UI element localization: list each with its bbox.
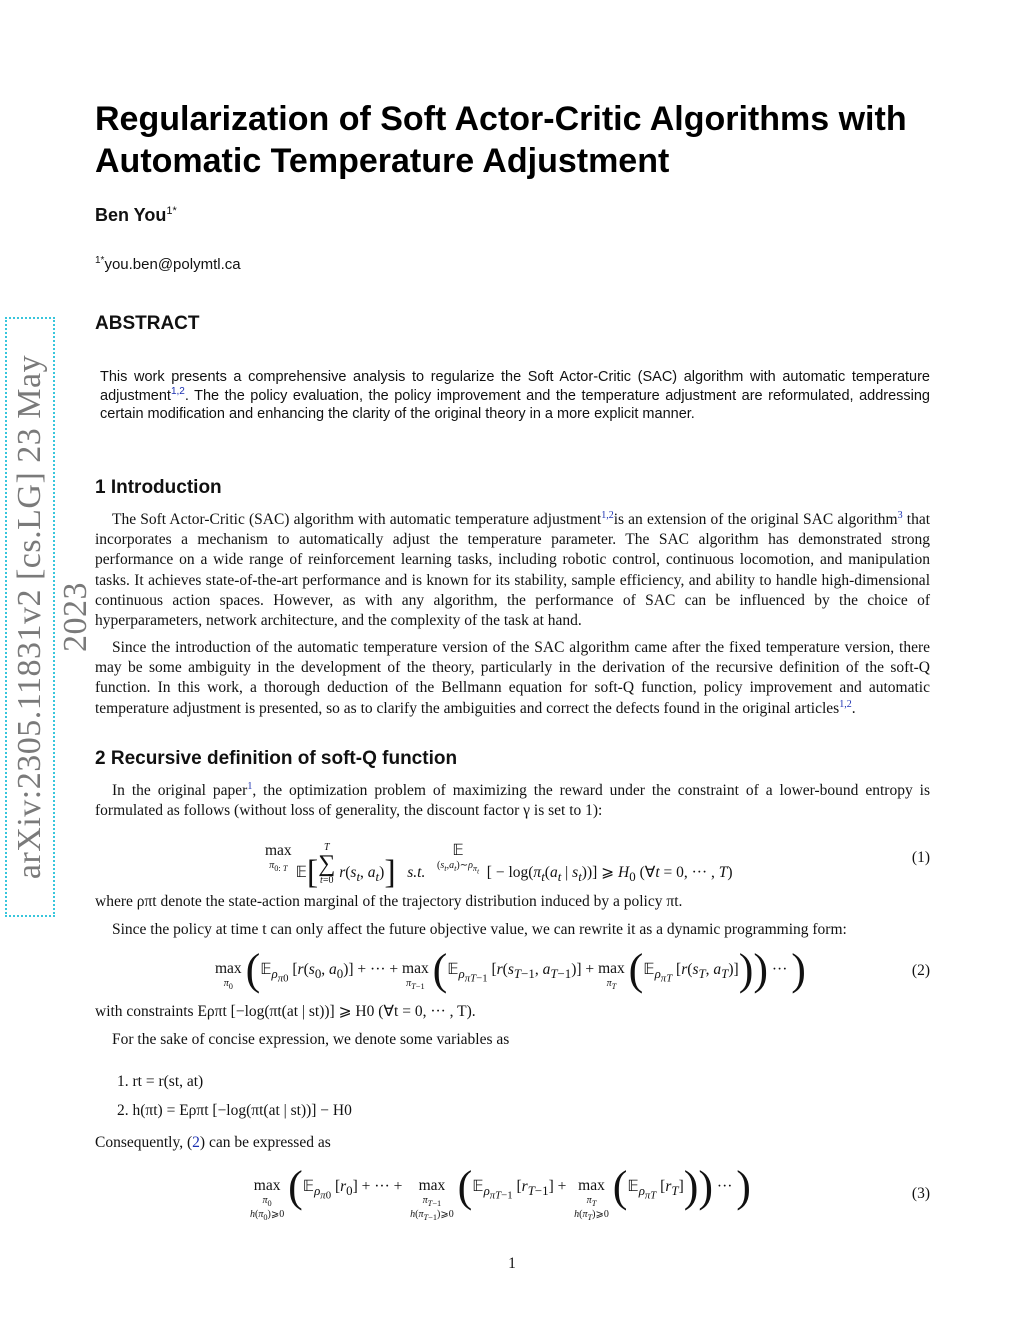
intro-p1-a: The Soft Actor-Critic (SAC) algorithm with automatic temperature adjustment	[112, 511, 602, 528]
section-heading-soft-q: 2 Recursive definition of soft-Q function	[95, 748, 458, 769]
equation-3	[95, 1162, 930, 1230]
definition-list	[117, 1067, 352, 1125]
intro-p1-b: is an extension of the original SAC algorithm	[613, 511, 898, 528]
abstract-heading: ABSTRACT	[95, 313, 200, 334]
list-item: 1. rt = r(st, at)	[117, 1073, 204, 1090]
equation-1-body: max $\pi_{0: T}$ 𝔼[ T ∑ t=0 $r(s_t$, $a_t$)] s.t. 𝔼 $(s_t,a_t)\sim\rho_{\pi_t}$ [ − $\log(\pi_t(a_t$ | $s_t$))] ⩾ $H_0$ (∀t = 0, ··· , T)	[265, 842, 733, 891]
paper-title: Regularization of Soft Actor-Critic Algorithms with Automatic Temperature Adjustment	[95, 100, 907, 180]
equation-3-body: max $\pi_0$ $h(\pi_0)⩾0$ (𝔼$_{\rho_{\pi 0}}$ $[r_0]$ + ··· + max $\pi_{T-1}$ $h(\pi_{T-1})⩾0$ (𝔼$_{\rho_{\pi T-1}}$ $[r_{T-1}]$ + max $\pi_T$ $h(\pi_T)⩾0$ (𝔼$_{\rho_{\pi T}}$ $[r_T]$)) ··· )	[250, 1162, 751, 1222]
where-line: where ρπt denote the state-action marginal of the trajectory distribution induced by a policy πt.	[95, 893, 683, 910]
affiliation	[95, 255, 241, 273]
affil-mark: 1*	[95, 255, 105, 266]
abstract-text-b: . The the policy evaluation, the policy improvement and the temperature adjustment are reformulated, addressing certain modification and enhancing the clarity of the original theory in a more explicit manner.	[100, 387, 930, 422]
equation-ref-link[interactable]: 2	[192, 1134, 200, 1151]
citation-link[interactable]: 1,2	[839, 698, 852, 710]
equation-2	[95, 945, 930, 1000]
s2-p4-a: Consequently, (	[95, 1134, 193, 1151]
citation-link[interactable]: 1,2	[601, 509, 614, 521]
abstract-body	[100, 368, 930, 424]
constraint-line: with constraints Eρπt [−log(πt(at | st))] ⩾ H0 (∀t = 0, ··· , T).	[95, 1003, 476, 1020]
equation-number: (2)	[911, 962, 930, 979]
citation-link[interactable]: 1,2	[170, 385, 185, 397]
intro-p2-a: Since the introduction of the automatic temperature version of the SAC algorithm came after the fixed temperature version, there may be some ambiguity in the development of the theory, particularly in the derivation of the recursive definition of the soft-Q function. In this work, a thorough deduction of the Bellmann equation for soft-Q function, policy improvement and automatic temperature adjustment is presented, so as to clarify the ambiguities and correct the defects found in the original articles	[95, 639, 930, 717]
arxiv-identifier: arXiv:2305.11831v2 [cs.LG] 23 May 2023	[5, 317, 55, 917]
equation-number: (1)	[911, 849, 930, 866]
list-item: 2. h(πt) = Eρπt [−log(πt(at | st))] − H0	[117, 1102, 352, 1119]
equation-1	[95, 832, 930, 891]
author-mark: 1*	[166, 205, 177, 217]
section2-paragraph-4	[95, 1133, 930, 1153]
section-heading-introduction: 1 Introduction	[95, 477, 222, 498]
citation-link[interactable]: 3	[897, 509, 903, 521]
intro-paragraph-2	[95, 638, 930, 719]
s2-p4-b: ) can be expressed as	[199, 1134, 331, 1151]
s2-p3: For the sake of concise expression, we denote some variables as	[112, 1031, 510, 1048]
intro-paragraph-1	[95, 510, 930, 631]
author-email[interactable]: you.ben@polymtl.ca	[104, 256, 241, 273]
section2-paragraph-1	[95, 781, 930, 821]
s2-p2: Since the policy at time t can only affect the future objective value, we can rewrite it as a dynamic programming form:	[112, 921, 847, 938]
author-line	[95, 205, 177, 226]
equation-2-body: max $\pi_0$ (𝔼$_{\rho_{\pi 0}}$ [$r(s_0$, $a_0$)] + ··· + max $\pi_{T-1}$ (𝔼$_{\rho_{\pi T-1}}$ [$r(s_{T-1}$, $a_{T-1}$)] + max $\pi_T$ (𝔼$_{\rho_{\pi T}}$ [$r(s_T$, $a_T$)])) ··· )	[215, 945, 806, 994]
abstract-text-a: This work presents a comprehensive analysis to regularize the Soft Actor-Critic (SAC) algorithm with automatic temperature adjustment	[100, 369, 930, 404]
citation-link[interactable]: 1	[247, 780, 253, 792]
s2-p1-a: In the original paper	[112, 782, 248, 799]
equation-number: (3)	[911, 1185, 930, 1202]
intro-p1-c: that incorporates a mechanism to automatically adjust the temperature parameter. The SAC algorithm has demonstrated strong performance on a wide range of reinforcement learning tasks, including robotic control, continuous locomotion, and manipulation tasks. It achieves state-of-the-art performance and is known for its stability, sample efficiency, and ability to handle high-dimensional continuous action spaces. However, as with any algorithm, the performance of SAC can be influenced by the choice of hyperparameters, network architecture, and the complexity of the task at hand.	[95, 511, 931, 630]
page-number: 1	[508, 1255, 516, 1272]
section2-paragraph-2	[95, 920, 930, 940]
s2-p1-b: , the optimization problem of maximizing the reward under the constraint of a lower-bound entropy is formulated as follows (without loss of generality, the discount factor γ is set to 1):	[95, 782, 930, 820]
author-name: Ben You	[95, 205, 167, 225]
intro-p2-b: .	[851, 699, 856, 717]
section2-paragraph-3	[95, 1030, 930, 1050]
